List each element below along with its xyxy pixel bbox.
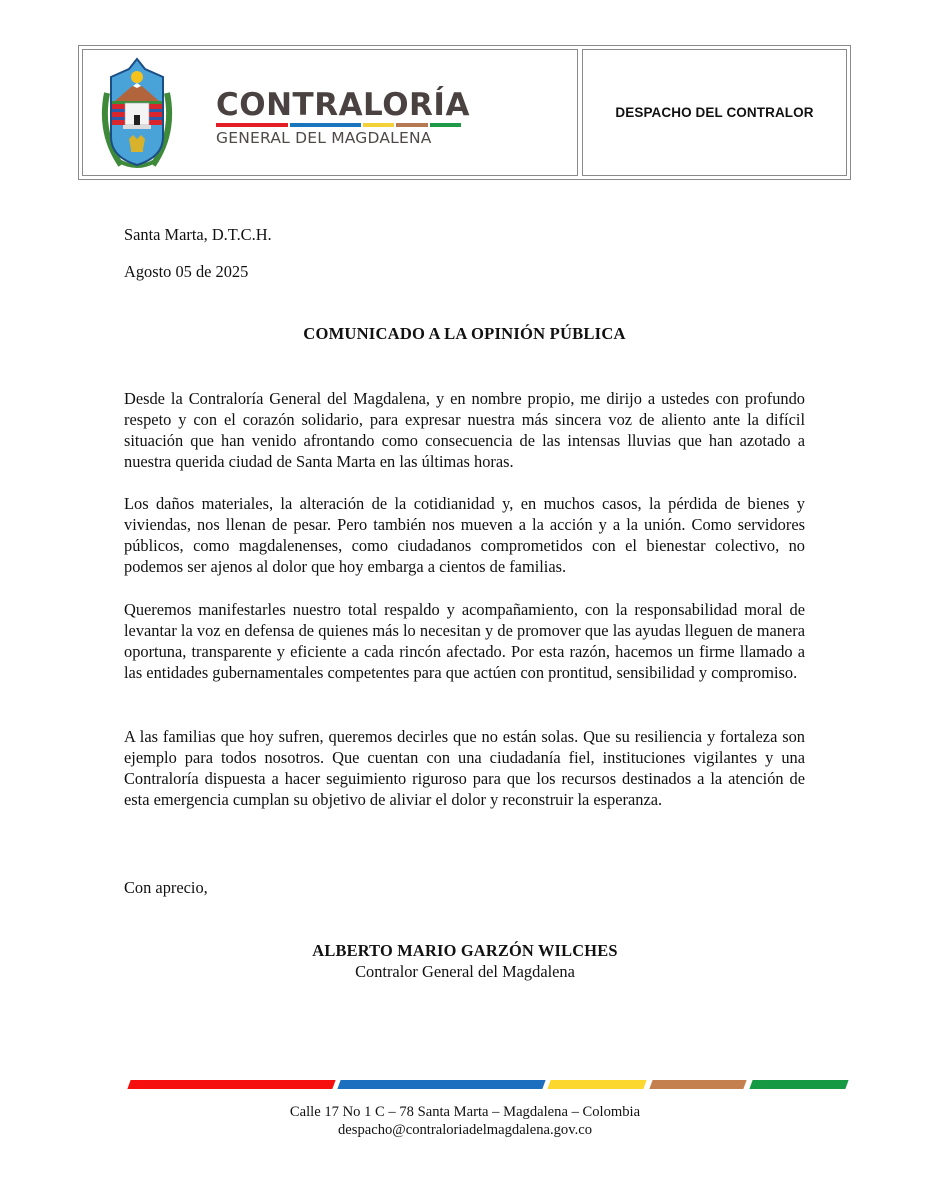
date-line: Agosto 05 de 2025 (124, 262, 249, 281)
document-title: COMUNICADO A LA OPINIÓN PÚBLICA (303, 324, 626, 343)
paragraph-3: Queremos manifestarles nuestro total respaldo y acompañamiento, con la responsabilidad moral de levantar la voz en defensa de quienes más lo necesitan y de promover que las ayudas lleguen de manera oportuna, transparente y eficiente a cada rincón afectado. Por esta razón, hacemos un firme llamado a las entidades gubernamentales competentes para que actúen con prontitud, sensibilidad y compromiso. (124, 600, 805, 682)
office-title: DESPACHO DEL CONTRALOR (615, 105, 814, 120)
brand-subtitle: GENERAL DEL MAGDALENA (216, 129, 432, 147)
city-line: Santa Marta, D.T.C.H. (124, 225, 272, 244)
brand-name: CONTRALORÍA (216, 87, 470, 123)
footer-address: Calle 17 No 1 C – 78 Santa Marta – Magdalena – Colombia (289, 1104, 641, 1120)
letterhead-office-cell (582, 49, 847, 176)
closing-line: Con aprecio, (124, 878, 208, 897)
paragraph-4: A las familias que hoy sufren, queremos decirles que no están solas. Que su resiliencia y fortaleza son ejemplo para todos nosotros. Que cuentan con una ciudadanía fiel, instituciones vigilantes y una Contraloría dispuesta a hacer seguimiento riguroso para que los recursos destinados a la atención de esta emergencia cumplan su objetivo de aliviar el dolor y reconstruir la esperanza. (124, 727, 805, 809)
brand-color-stripe (216, 123, 461, 127)
coat-of-arms-icon (101, 55, 173, 173)
letterhead (78, 45, 851, 180)
brand-block (216, 88, 470, 147)
paragraph-1: Desde la Contraloría General del Magdalena, y en nombre propio, me dirijo a ustedes con profundo respeto y con el corazón solidario, para expresar nuestra más sincera voz de aliento ante la difícil situación que han venido afrontando como consecuencia de las intensas lluvias que han azotado a nuestra querida ciudad de Santa Marta en las últimas horas. (124, 389, 805, 471)
paragraph-2: Los daños materiales, la alteración de la cotidianidad y, en muchos casos, la pérdida de bienes y viviendas, nos llenan de pesar. Pero también nos mueven a la acción y a la unión. Como servidores públicos, como magdalenenses, como ciudadanos comprometidos con el bienestar colectivo, no podemos ser ajenos al dolor que hoy embarga a cientos de familias. (124, 494, 805, 576)
signer-name: ALBERTO MARIO GARZÓN WILCHES (312, 941, 618, 960)
signer-title: Contralor General del Magdalena (355, 962, 575, 981)
footer-email[interactable]: despacho@contraloriadelmagdalena.gov.co (338, 1122, 592, 1138)
letterhead-logo-cell (82, 49, 578, 176)
